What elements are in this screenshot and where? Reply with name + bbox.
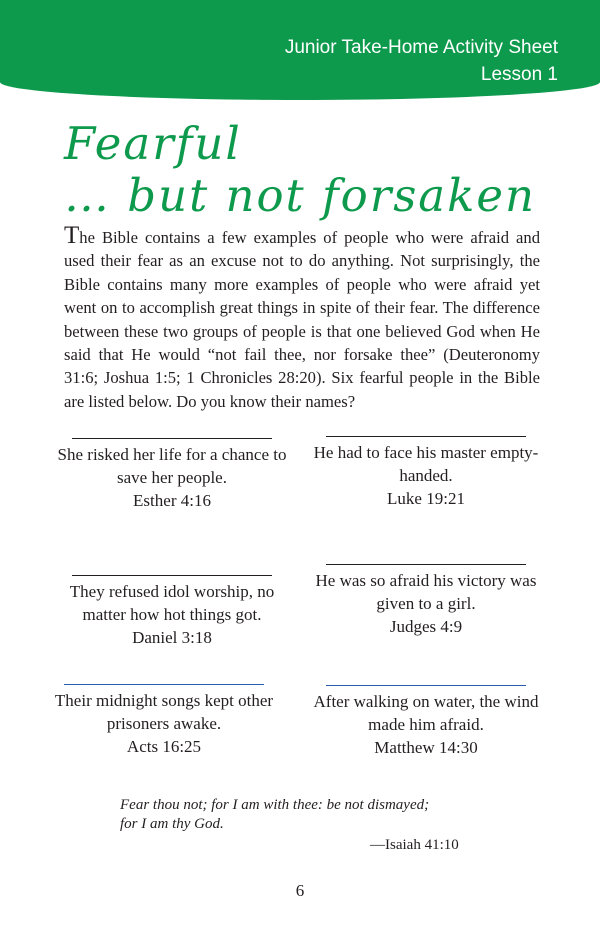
clue-text-5: Their midnight songs kept other prisoners awake. [54,691,274,733]
clue-ref-4: Judges 4:9 [389,617,463,636]
clue-text-3: They refused idol worship, no matter how hot things got. [69,582,275,624]
title-line-1: Fearful [64,117,242,170]
clue-text-2: He had to face his master empty-handed. [313,443,539,485]
memory-verse [120,796,429,834]
answer-blank-3[interactable] [72,569,272,576]
clue-ref-5: Acts 16:25 [126,737,202,756]
clue-card-2 [310,430,542,510]
clue-card-3 [56,569,288,649]
clue-text-4: He was so afraid his victory was given to a girl. [315,571,537,613]
clue-text-1: She risked her life for a chance to save her people. [57,445,287,487]
clue-card-4 [310,558,542,638]
clue-ref-6: Matthew 14:30 [374,738,478,757]
header-lesson: Lesson 1 [480,64,558,85]
verse-line-2: for I am thy God. [120,816,224,832]
intro-text: he Bible contains a few examples of people who were afraid and used their fear as an excuse not to do anything. Not surprisingly, the Bible contains many more examples of people who were afraid yet went on to accomplish great things in spite of their fear. The difference between these two groups of people is that one believed God when He said that He would “not fail thee, nor forsake thee” (Deuteronomy 31:6; Joshua 1:5; 1 Chronicles 28:20). Six fearful people in the Bible are listed below. Do you know their names? [64,228,540,411]
clue-card-6 [310,679,542,759]
answer-blank-5[interactable] [64,678,264,685]
verse-line-1: Fear thou not; for I am with thee: be not dismayed; [120,797,430,813]
intro-dropcap: T [64,222,80,249]
page-number: 6 [295,881,305,900]
header-sheet-title: Junior Take-Home Activity Sheet [284,37,558,58]
clue-text-6: After walking on water, the wind made him afraid. [313,692,539,734]
intro-paragraph [64,222,540,413]
clue-ref-3: Daniel 3:18 [132,628,212,647]
answer-blank-2[interactable] [326,430,526,437]
page-title [64,118,536,222]
answer-blank-6[interactable] [326,679,526,686]
header [285,34,558,88]
verse-reference: —Isaiah 41:10 [370,837,459,853]
answer-blank-4[interactable] [326,558,526,565]
clue-ref-1: Esther 4:16 [133,491,211,510]
title-line-2: … but not forsaken [64,169,537,222]
clue-ref-2: Luke 19:21 [387,489,465,508]
clue-card-5 [48,678,280,758]
answer-blank-1[interactable] [72,432,272,439]
clue-card-1 [56,432,288,512]
